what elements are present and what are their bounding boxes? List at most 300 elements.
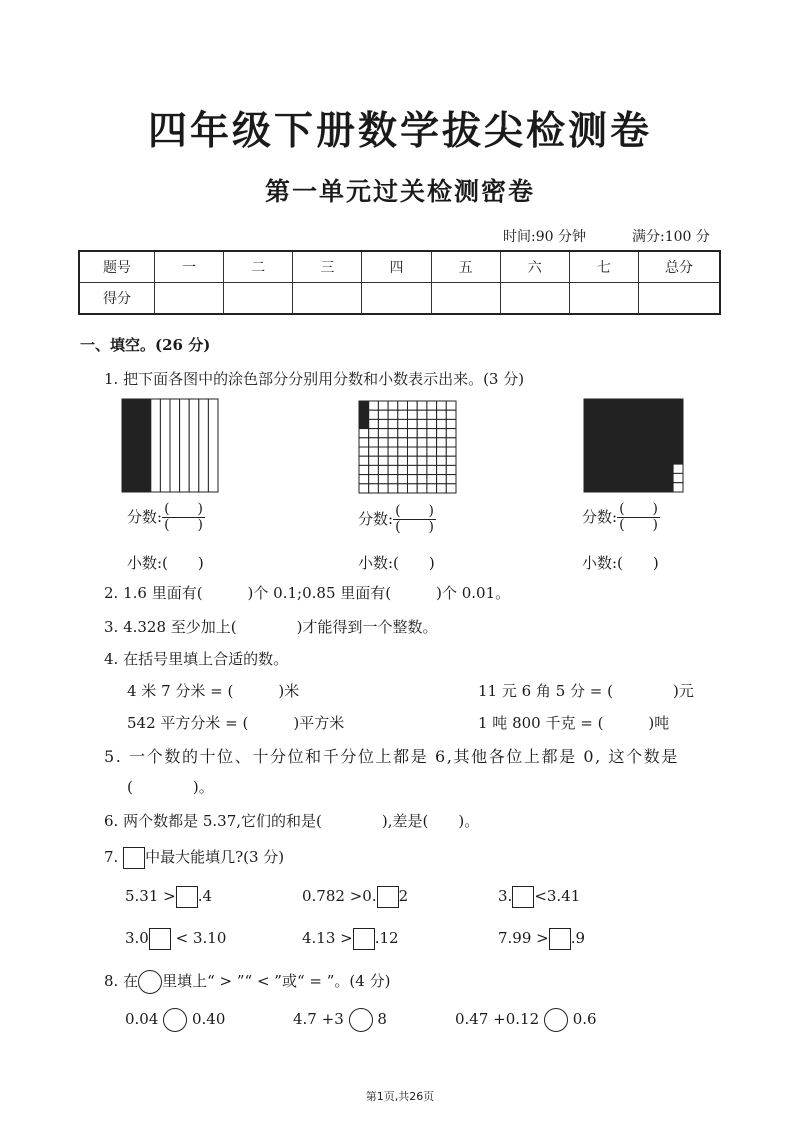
grid-cell — [388, 438, 398, 447]
grid-cell — [427, 447, 437, 456]
page-subtitle: 第一单元过关检测密卷 — [264, 177, 535, 206]
question-7 — [104, 846, 284, 869]
score-table — [78, 250, 721, 315]
q7-item-1 — [125, 886, 212, 908]
numerator-blank[interactable]: ( ) — [395, 503, 434, 519]
q7-item-3 — [498, 886, 580, 908]
shaded-cell — [584, 446, 594, 455]
shaded-cell — [594, 473, 604, 482]
denominator-blank[interactable]: ( ) — [164, 517, 203, 533]
grid-cell — [388, 475, 398, 484]
answer-box[interactable] — [176, 886, 198, 908]
shaded-cell — [663, 436, 673, 445]
numerator-blank[interactable]: ( ) — [619, 501, 658, 517]
expr-before: 5.31 > — [125, 887, 176, 905]
q7-item-4 — [125, 928, 226, 950]
q7-item-5 — [302, 928, 399, 950]
grid-cell — [408, 447, 418, 456]
grid-cell — [388, 484, 398, 493]
shaded-cell — [594, 399, 604, 408]
grid-cell — [398, 410, 408, 419]
shaded-cell — [653, 427, 663, 436]
shaded-cell — [584, 436, 594, 445]
shaded-cell — [584, 408, 594, 417]
grid-cell — [359, 438, 369, 447]
grid-cell — [673, 473, 683, 482]
shaded-cell — [673, 455, 683, 464]
grid-cell — [359, 429, 369, 438]
shaded-cell — [594, 418, 604, 427]
expr-before: 0.782 >0. — [302, 887, 377, 905]
shaded-cell — [653, 446, 663, 455]
shaded-cell — [584, 464, 594, 473]
expr-right: 0.6 — [572, 1010, 597, 1028]
grid-cell — [398, 456, 408, 465]
grid-cell — [359, 465, 369, 474]
answer-box[interactable] — [549, 928, 571, 950]
expr-before: 3.0 — [125, 929, 149, 947]
grid-cell — [427, 419, 437, 428]
grid-cell — [359, 475, 369, 484]
shaded-cell — [643, 436, 653, 445]
fraction-label: 分数: — [582, 508, 618, 526]
grid-cell — [446, 456, 456, 465]
shaded-cell — [604, 418, 614, 427]
question-number: 7. — [104, 848, 119, 866]
grid-cell — [673, 464, 683, 473]
grid-cell — [378, 419, 388, 428]
question-6: 6. 两个数都是 5.37,它们的和是( ),差是( )。 — [104, 812, 480, 830]
shaded-cell — [604, 483, 614, 492]
shaded-cell — [653, 399, 663, 408]
decimal-answer-3[interactable]: 小数:( ) — [582, 554, 659, 572]
question-7-text: 中最大能填几?(3 分) — [145, 848, 285, 866]
shaded-cell — [634, 436, 644, 445]
grid-cell — [369, 484, 379, 493]
grid-cell — [369, 410, 379, 419]
grid-cell — [446, 429, 456, 438]
grid-cell — [427, 401, 437, 410]
grid-cell — [446, 401, 456, 410]
shaded-strip — [141, 399, 151, 492]
shaded-cell — [634, 418, 644, 427]
table-cell: 五 — [431, 251, 500, 283]
q7-item-6 — [498, 928, 585, 950]
grid-cell — [359, 456, 369, 465]
shaded-cell — [359, 401, 369, 410]
answer-box-icon — [123, 847, 145, 869]
grid-cell — [408, 475, 418, 484]
shaded-cell — [624, 418, 634, 427]
shaded-cell — [663, 418, 673, 427]
shaded-cell — [359, 410, 369, 419]
shaded-cell — [594, 483, 604, 492]
expr-before: 3. — [498, 887, 513, 905]
shaded-cell — [624, 473, 634, 482]
fraction-blank[interactable] — [617, 502, 660, 533]
grid-cell — [417, 419, 427, 428]
grid-cell — [398, 438, 408, 447]
grid-cell — [369, 447, 379, 456]
shaded-cell — [663, 464, 673, 473]
shaded-cell — [653, 464, 663, 473]
shaded-cell — [614, 427, 624, 436]
table-cell: 二 — [224, 251, 293, 283]
fraction-answer-3 — [582, 502, 660, 533]
grid-cell — [437, 438, 447, 447]
question-prefix: 8. 在 — [104, 972, 139, 990]
q8-item-1 — [125, 1008, 225, 1032]
grid-cell — [437, 465, 447, 474]
grid-cell — [427, 438, 437, 447]
grid-cell — [446, 410, 456, 419]
grid-cell — [437, 429, 447, 438]
score-table-header-row — [79, 251, 720, 283]
shaded-cell — [624, 436, 634, 445]
fraction-blank[interactable] — [393, 504, 436, 535]
q7-item-2 — [302, 886, 408, 908]
expr-before: 7.99 > — [498, 929, 549, 947]
question-1: 1. 把下面各图中的涂色部分分别用分数和小数表示出来。(3 分) — [104, 370, 525, 388]
grid-cell — [378, 447, 388, 456]
score-input-cell[interactable] — [155, 283, 224, 315]
strip — [160, 399, 170, 492]
shaded-cell — [614, 446, 624, 455]
shaded-cell — [624, 464, 634, 473]
grid-cell — [427, 429, 437, 438]
grid-cell — [417, 475, 427, 484]
table-cell: 四 — [362, 251, 431, 283]
shaded-cell — [604, 473, 614, 482]
answer-box[interactable] — [353, 928, 375, 950]
grid-cell — [398, 465, 408, 474]
answer-box[interactable] — [149, 928, 171, 950]
denominator-blank[interactable]: ( ) — [619, 517, 658, 533]
question-2: 2. 1.6 里面有( )个 0.1;0.85 里面有( )个 0.01。 — [104, 584, 511, 602]
shaded-cell — [663, 408, 673, 417]
grid-cell — [427, 410, 437, 419]
decimal-answer-2[interactable]: 小数:( ) — [358, 554, 435, 572]
grid-cell — [446, 465, 456, 474]
shaded-cell — [643, 399, 653, 408]
grid-cell — [369, 465, 379, 474]
grid-cell — [437, 456, 447, 465]
shaded-cell — [614, 473, 624, 482]
shaded-cell — [584, 418, 594, 427]
shaded-cell — [594, 436, 604, 445]
answer-box[interactable] — [512, 886, 534, 908]
grid-cell — [437, 447, 447, 456]
grid-cell — [398, 475, 408, 484]
shaded-cell — [614, 399, 624, 408]
shaded-strip — [132, 399, 142, 492]
shaded-cell — [624, 427, 634, 436]
grid-cell — [398, 429, 408, 438]
shaded-cell — [653, 473, 663, 482]
q8-item-2 — [293, 1008, 387, 1032]
figure-grid-large-shaded — [583, 398, 684, 493]
grid-cell — [359, 484, 369, 493]
shaded-cell — [614, 436, 624, 445]
grid-cell — [417, 438, 427, 447]
shaded-cell — [624, 446, 634, 455]
grid-cell — [388, 401, 398, 410]
grid-cell — [378, 465, 388, 474]
shaded-cell — [663, 473, 673, 482]
grid-cell — [398, 419, 408, 428]
grid-cell — [408, 419, 418, 428]
grid-cell — [408, 438, 418, 447]
grid-cell — [437, 401, 447, 410]
page-title: 四年级下册数学拔尖检测卷 — [147, 109, 652, 154]
shaded-cell — [594, 464, 604, 473]
shaded-cell — [673, 418, 683, 427]
grid-cell — [417, 456, 427, 465]
shaded-cell — [673, 408, 683, 417]
shaded-cell — [624, 408, 634, 417]
grid-cell — [446, 438, 456, 447]
grid-cell — [427, 456, 437, 465]
score-input-cell[interactable] — [293, 283, 362, 315]
shaded-strip — [122, 399, 132, 492]
shaded-cell — [643, 408, 653, 417]
shaded-cell — [604, 427, 614, 436]
table-cell: 得分 — [79, 283, 155, 315]
table-cell: 七 — [569, 251, 638, 283]
shaded-cell — [614, 408, 624, 417]
shaded-cell — [584, 483, 594, 492]
shaded-cell — [634, 464, 644, 473]
grid-cell — [388, 456, 398, 465]
expr-after: .12 — [374, 929, 399, 947]
grid-cell — [369, 438, 379, 447]
expr-right: 0.40 — [191, 1010, 226, 1028]
grid-cell — [673, 483, 683, 492]
grid-cell — [408, 456, 418, 465]
shaded-cell — [584, 399, 594, 408]
figure-strips — [121, 398, 219, 493]
question-5-line1: 5. 一个数的十位、十分位和千分位上都是 6,其他各位上都是 0, 这个数是 — [104, 747, 679, 766]
grid-cell — [388, 465, 398, 474]
answer-box[interactable] — [377, 886, 399, 908]
fraction-blank[interactable] — [162, 502, 205, 533]
shaded-cell — [643, 464, 653, 473]
grid-cell — [446, 475, 456, 484]
shaded-cell — [663, 455, 673, 464]
shaded-cell — [643, 483, 653, 492]
shaded-cell — [634, 427, 644, 436]
table-cell: 总分 — [639, 251, 721, 283]
question-4c: 542 平方分米 = ( )平方米 — [127, 714, 345, 732]
shaded-cell — [614, 483, 624, 492]
shaded-cell — [584, 427, 594, 436]
shaded-cell — [643, 473, 653, 482]
strip — [199, 399, 209, 492]
grid-cell — [417, 447, 427, 456]
q8-item-3 — [455, 1008, 597, 1032]
strip — [170, 399, 180, 492]
grid-cell — [388, 410, 398, 419]
answer-circle[interactable] — [163, 1008, 187, 1032]
grid-cell — [369, 401, 379, 410]
grid-cell — [427, 465, 437, 474]
grid-cell — [437, 484, 447, 493]
strip — [151, 399, 161, 492]
denominator-blank[interactable]: ( ) — [395, 519, 434, 535]
score-input-cell[interactable] — [362, 283, 431, 315]
shaded-cell — [634, 473, 644, 482]
shaded-cell — [634, 399, 644, 408]
grid-cell — [388, 419, 398, 428]
grid-cell — [437, 475, 447, 484]
grid-cell — [408, 484, 418, 493]
strip — [180, 399, 190, 492]
shaded-cell — [634, 446, 644, 455]
score-input-cell[interactable] — [431, 283, 500, 315]
shaded-cell — [604, 455, 614, 464]
grid-cell — [437, 410, 447, 419]
fraction-label: 分数: — [127, 508, 163, 526]
exam-time: 时间:90 分钟 — [503, 229, 586, 245]
grid-cell — [408, 429, 418, 438]
expr-left: 0.47 +0.12 — [455, 1010, 540, 1028]
shaded-cell — [359, 419, 369, 428]
shaded-cell — [663, 446, 673, 455]
table-cell: 六 — [500, 251, 569, 283]
score-input-cell[interactable] — [224, 283, 293, 315]
answer-circle-icon — [138, 970, 162, 994]
grid-cell — [378, 401, 388, 410]
strip — [208, 399, 218, 492]
grid-cell — [369, 429, 379, 438]
shaded-cell — [624, 399, 634, 408]
grid-cell — [446, 447, 456, 456]
shaded-cell — [594, 455, 604, 464]
numerator-blank[interactable]: ( ) — [164, 501, 203, 517]
expr-left: 4.7 +3 — [293, 1010, 344, 1028]
figure-grid-small-shaded — [358, 400, 457, 494]
question-4a: 4 米 7 分米 = ( )米 — [127, 682, 300, 700]
shaded-cell — [653, 408, 663, 417]
shaded-cell — [643, 455, 653, 464]
full-score: 满分:100 分 — [632, 229, 710, 245]
expr-before: 4.13 > — [302, 929, 353, 947]
grid-cell — [359, 447, 369, 456]
shaded-cell — [653, 455, 663, 464]
grid-cell — [427, 484, 437, 493]
shaded-cell — [604, 408, 614, 417]
shaded-cell — [634, 455, 644, 464]
grid-cell — [446, 484, 456, 493]
table-cell: 三 — [293, 251, 362, 283]
grid-cell — [398, 401, 408, 410]
shaded-cell — [594, 446, 604, 455]
shaded-cell — [673, 446, 683, 455]
question-4b: 11 元 6 角 5 分 = ( )元 — [478, 682, 694, 700]
expr-right: 8 — [377, 1010, 387, 1028]
score-input-cell[interactable] — [569, 283, 638, 315]
shaded-cell — [604, 399, 614, 408]
shaded-cell — [624, 483, 634, 492]
shaded-cell — [643, 446, 653, 455]
shaded-cell — [653, 483, 663, 492]
shaded-cell — [584, 473, 594, 482]
grid-cell — [417, 465, 427, 474]
grid-cell — [408, 465, 418, 474]
grid-cell — [388, 429, 398, 438]
question-8 — [104, 970, 390, 994]
grid-cell — [408, 401, 418, 410]
grid-cell — [369, 475, 379, 484]
expr-after: .9 — [570, 929, 586, 947]
shaded-cell — [594, 427, 604, 436]
grid-cell — [388, 447, 398, 456]
question-8-text: 里填上“ > ”“ < ”或“ = ”。(4 分) — [162, 972, 391, 990]
shaded-cell — [663, 427, 673, 436]
score-table-score-row — [79, 283, 720, 315]
score-input-cell[interactable] — [500, 283, 569, 315]
question-4d: 1 吨 800 千克 = ( )吨 — [478, 714, 670, 732]
expr-left: 0.04 — [125, 1010, 159, 1028]
shaded-cell — [643, 418, 653, 427]
shaded-cell — [604, 436, 614, 445]
shaded-cell — [634, 408, 644, 417]
fraction-answer-2 — [358, 504, 436, 535]
score-input-cell[interactable] — [639, 283, 721, 315]
shaded-cell — [584, 455, 594, 464]
shaded-cell — [614, 418, 624, 427]
question-4: 4. 在括号里填上合适的数。 — [104, 650, 289, 668]
grid-cell — [446, 419, 456, 428]
expr-after: <3.41 — [534, 887, 581, 905]
fraction-label: 分数: — [358, 510, 394, 528]
grid-cell — [417, 401, 427, 410]
shaded-cell — [663, 483, 673, 492]
expr-after: < 3.10 — [170, 929, 227, 947]
expr-after: 2 — [398, 887, 409, 905]
shaded-cell — [634, 483, 644, 492]
answer-circle[interactable] — [349, 1008, 373, 1032]
answer-circle[interactable] — [544, 1008, 568, 1032]
shaded-cell — [653, 436, 663, 445]
grid-cell — [378, 410, 388, 419]
grid-cell — [427, 475, 437, 484]
grid-cell — [378, 438, 388, 447]
shaded-cell — [663, 399, 673, 408]
grid-cell — [378, 475, 388, 484]
grid-cell — [398, 447, 408, 456]
question-5-line2: ( )。 — [127, 778, 214, 796]
shaded-cell — [604, 464, 614, 473]
shaded-cell — [673, 436, 683, 445]
shaded-cell — [673, 427, 683, 436]
shaded-cell — [604, 446, 614, 455]
decimal-answer-1[interactable]: 小数:( ) — [127, 554, 204, 572]
strip — [189, 399, 199, 492]
grid-cell — [369, 419, 379, 428]
question-3: 3. 4.328 至少加上( )才能得到一个整数。 — [104, 618, 438, 636]
grid-cell — [378, 456, 388, 465]
table-cell: 一 — [155, 251, 224, 283]
shaded-cell — [624, 455, 634, 464]
table-cell: 题号 — [79, 251, 155, 283]
grid-cell — [417, 410, 427, 419]
shaded-cell — [653, 418, 663, 427]
page-footer: 第1页,共26页 — [365, 1090, 435, 1103]
shaded-cell — [594, 408, 604, 417]
grid-cell — [369, 456, 379, 465]
shaded-cell — [673, 399, 683, 408]
